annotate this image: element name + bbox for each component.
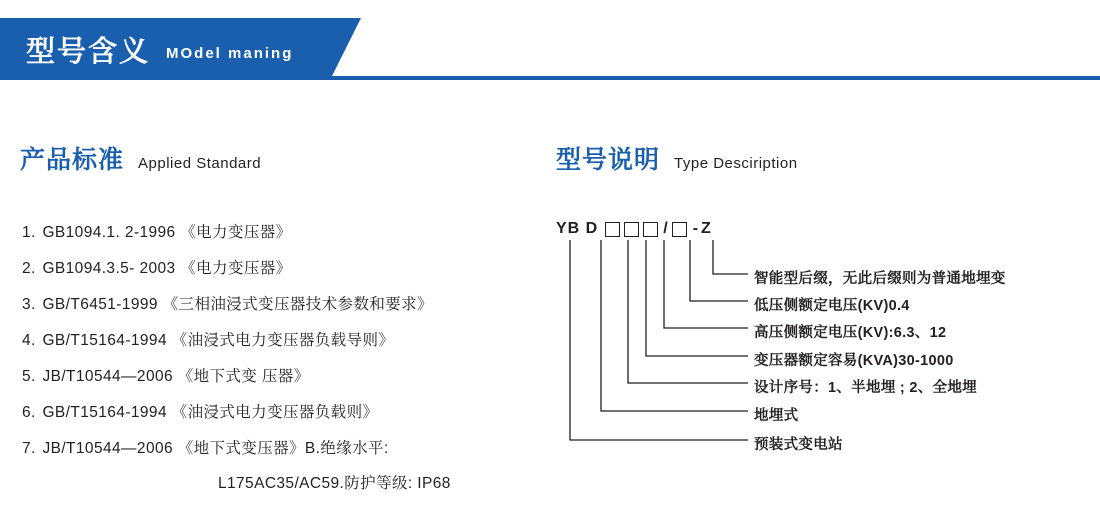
standard-number: 3. [22, 296, 36, 313]
list-item: 设计序号：1、半地埋 ; 2、全地埋 [754, 380, 977, 396]
standard-number: 6. [22, 404, 36, 421]
section-heading-standard-en: Applied Standard [138, 155, 262, 172]
standard-number: 5. [22, 368, 36, 385]
section-heading-type-en: Type Desciription [674, 155, 798, 172]
list-item: 变压器额定容易(KVA)30-1000 [754, 353, 954, 369]
type-code-suffix: Z [701, 220, 712, 237]
standard-text: JB/T10544—2006 《地下式变 压器》 [42, 368, 310, 385]
list-item: 预装式变电站 [754, 437, 843, 453]
standard-text: GB1094.3.5- 2003 《电力变压器》 [42, 260, 292, 277]
list-item: 高压侧额定电压(KV):6.3、12 [754, 325, 947, 341]
standard-number: 1. [22, 224, 36, 241]
type-code-dash: - [692, 220, 700, 237]
list-item: 低压侧额定电压(KV)0.4 [754, 298, 910, 314]
page-header-banner [0, 18, 330, 80]
standard-text: GB/T6451-1999 《三相油浸式变压器技术参数和要求》 [42, 296, 433, 313]
section-heading-standard-cn: 产品标准 [20, 146, 125, 174]
standard-text: GB/T15164-1994 《油浸式电力变压器负载导则》 [42, 332, 395, 349]
standard-text: JB/T10544—2006 《地下式变压器》B.绝缘水平: [42, 440, 389, 457]
type-code-slash: / [663, 220, 669, 237]
standard-number: 4. [22, 332, 36, 349]
list-item: 地埋式 [754, 408, 799, 424]
standard-number: 7. [22, 440, 36, 457]
standard-text-continuation: L175AC35/AC59.防护等级: IP68 [218, 475, 451, 492]
type-code-letters: YB D [556, 220, 599, 237]
standard-text: GB1094.1. 2-1996 《电力变压器》 [42, 224, 292, 241]
list-item: 智能型后缀，无此后缀则为普通地埋变 [754, 271, 1006, 287]
section-heading-type-cn: 型号说明 [556, 146, 661, 174]
standard-number: 2. [22, 260, 36, 277]
page-title: 型号含义 [26, 35, 151, 68]
page-subtitle: MOdel maning [166, 44, 294, 62]
standard-text: GB/T15164-1994 《油浸式电力变压器负载则》 [42, 404, 379, 421]
